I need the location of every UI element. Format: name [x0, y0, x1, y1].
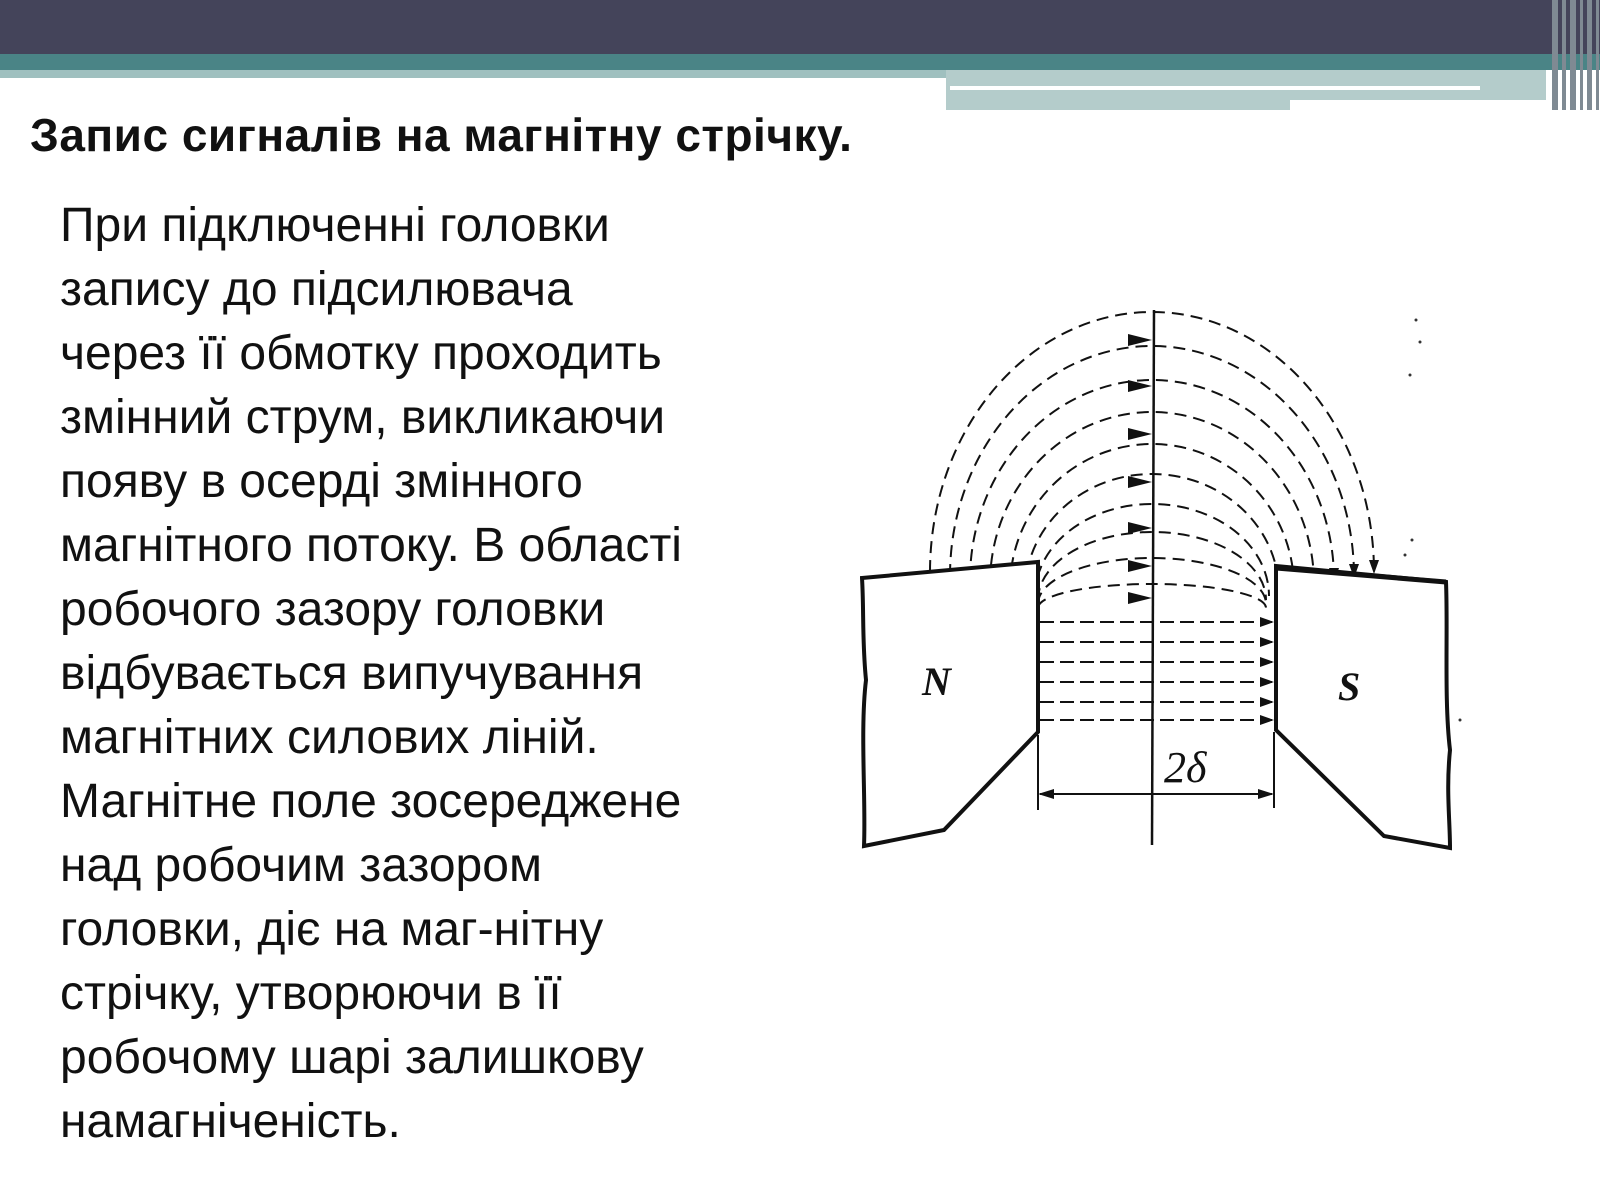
body-line: робочому шарі залишкову [60, 1031, 644, 1084]
pole-label-s: S [1338, 664, 1361, 709]
body-line: змінний струм, викликаючи [60, 391, 666, 444]
header-divider-notch [1290, 100, 1550, 110]
slide-body-text [60, 194, 780, 1154]
pole-label-n: N [922, 659, 951, 704]
right-pole-piece [1276, 566, 1450, 848]
body-line: через її обмотку проходить [60, 327, 662, 380]
body-line: запису до підсилювача [60, 263, 573, 316]
body-line: робочого зазору головки [60, 583, 606, 636]
gap-width-label: 2δ [1164, 743, 1207, 792]
header-divider-line [950, 86, 1480, 90]
left-pole-piece [862, 562, 1038, 846]
body-line: відбувається випучування [60, 647, 644, 700]
body-line: Магнітне поле зосереджене [60, 775, 682, 828]
symmetry-axis [1152, 310, 1154, 845]
body-line: магнітного потоку. В області [60, 519, 682, 572]
header-accent-strip [0, 54, 1600, 70]
gap-field-lines [1040, 622, 1272, 720]
header-band [0, 0, 1600, 54]
slide-title: Запис сигналів на магнітну стрічку. [30, 109, 853, 161]
axis-arrowheads [1128, 334, 1152, 604]
header-pale-strip-left [0, 70, 946, 78]
body-line: головки, діє на маг-нітну [60, 903, 604, 956]
body-line: появу в осерді змінного [60, 455, 583, 508]
magnetic-head-diagram [860, 300, 1480, 885]
body-line: магнітних силових ліній. [60, 711, 599, 764]
body-line: над робочим зазором [60, 839, 542, 892]
header-corner-bars [1552, 0, 1600, 110]
magnetic-head-svg [860, 300, 1480, 880]
body-line: намагніченість. [60, 1095, 401, 1148]
body-line: стрічку, утворюючи в її [60, 967, 562, 1020]
body-line: При підключенні головки [60, 199, 610, 252]
